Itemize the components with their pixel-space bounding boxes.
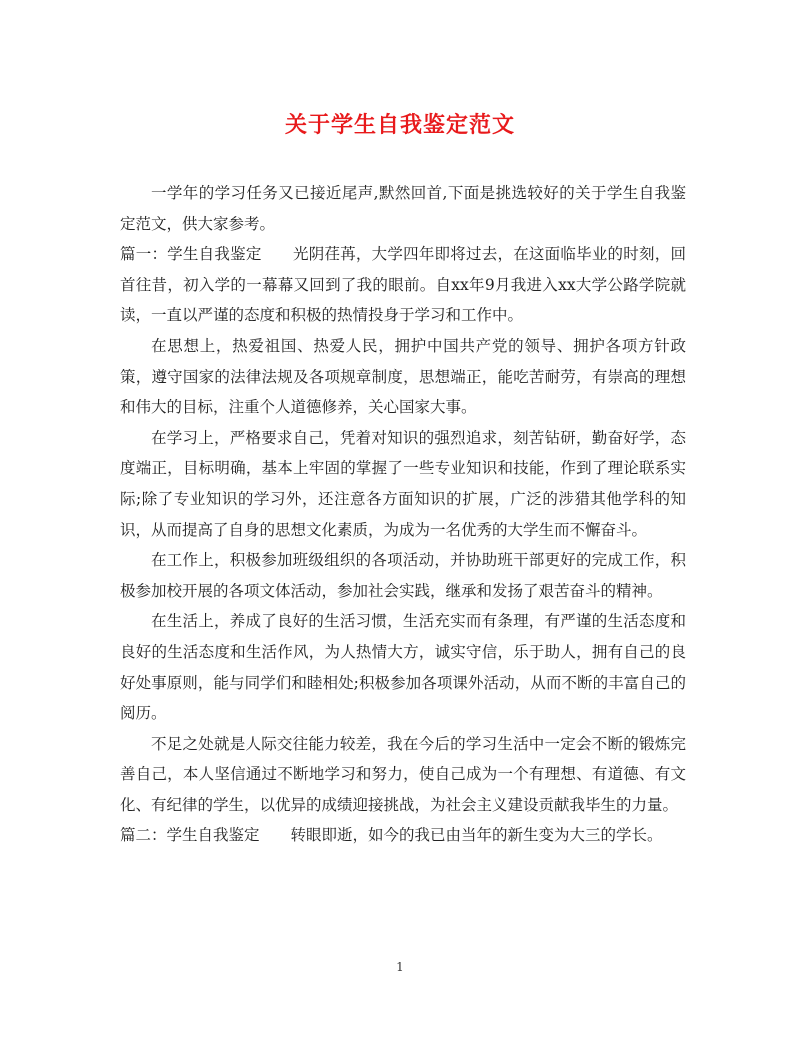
section-1-paragraph	[120, 239, 686, 331]
paragraph-thought: 在思想上，热爱祖国、热爱人民，拥护中国共产党的领导、拥护各项方针政策，遵守国家的法律法规及各项规章制度，思想端正，能吃苦耐劳，有崇高的理想和伟大的目标，注重个人道德修养，关心国家大事。	[120, 336, 686, 417]
section-1-text: 光阴荏苒，大学四年即将过去，在这面临毕业的时刻，回首往昔，初入学的一幕幕又回到了我的眼前。自xx年9月我进入xx大学公路学院就读，一直以严谨的态度和积极的热情投身于学习和工作中。	[120, 245, 686, 325]
section-2-text: 转眼即逝，如今的我已由当年的新生变为大三的学长。	[290, 826, 663, 845]
section-2-spacer	[260, 826, 291, 844]
paragraph-shortcomings: 不足之处就是人际交往能力较差，我在今后的学习生活中一定会不断的锻炼完善自己，本人坚信通过不断地学习和努力，使自己成为一个有理想、有道德、有文化、有纪律的学生，以优异的成绩迎接挑战，为社会主义建设贡献我毕生的力量。	[120, 734, 686, 814]
paragraph-study: 在学习上，严格要求自己，凭着对知识的强烈追求，刻苦钻研，勤奋好学，态度端正，目标明确，基本上牢固的掌握了一些专业知识和技能，作到了理论联系实际;除了专业知识的学习外，还注意各方面知识的扩展，广泛的涉猎其他学科的知识，从而提高了自身的思想文化素质，为成为一名优秀的大学生而不懈奋斗。	[120, 428, 686, 539]
paragraph-life: 在生活上，养成了良好的生活习惯，生活充实而有条理，有严谨的生活态度和良好的生活态度和生活作风，为人热情大方，诚实守信，乐于助人，拥有自己的良好处事原则，能与同学们和睦相处;积极参加各项课外活动，从而不断的丰富自己的阅历。	[120, 612, 686, 723]
intro-paragraph: 一学年的学习任务又已接近尾声,默然回首,下面是挑选较好的关于学生自我鉴定范文，供大家参考。	[120, 184, 686, 233]
page-number: 1	[396, 960, 404, 974]
section-2-label: 篇二：学生自我鉴定	[120, 826, 260, 845]
section-1-label: 篇一：学生自我鉴定	[120, 245, 262, 264]
document-title: 关于学生自我鉴定范文	[284, 113, 515, 138]
document-body	[120, 178, 686, 851]
section-2-paragraph	[120, 820, 686, 851]
paragraph-work: 在工作上，积极参加班级组织的各项活动，并协助班干部更好的完成工作，积极参加校开展的各项文体活动，参加社会实践，继承和发扬了艰苦奋斗的精神。	[120, 551, 686, 600]
section-1-spacer	[262, 245, 293, 263]
